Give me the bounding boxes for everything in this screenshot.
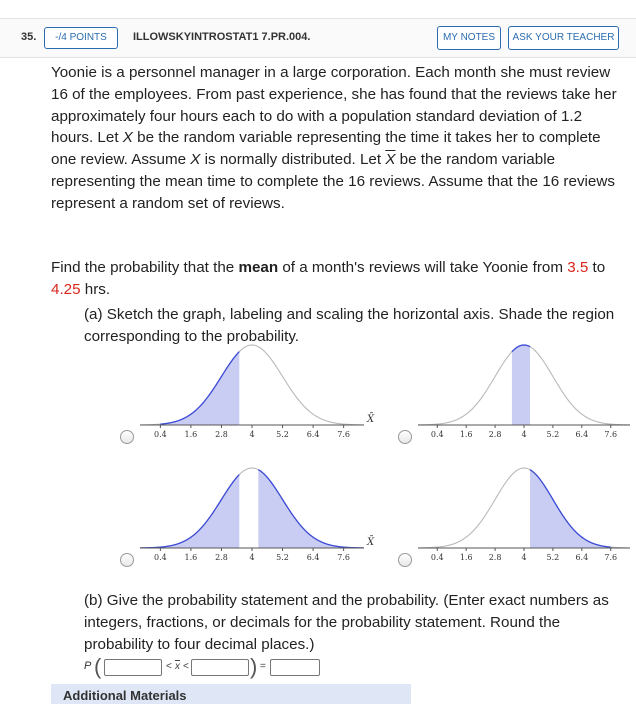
- axis-label: X̄: [367, 414, 375, 425]
- tick-label: 7.6: [604, 430, 618, 439]
- lower-bound: 3.5: [567, 259, 589, 276]
- find-statement: [51, 257, 621, 301]
- tick-label: 5.2: [276, 430, 289, 439]
- tick-label: 5.2: [276, 553, 289, 562]
- upper-bound-input[interactable]: [191, 659, 249, 676]
- question-number: 35.: [21, 31, 37, 43]
- part-a-text: (a) Sketch the graph, labeling and scaling the horizontal axis. Shade the region corresponding to the probability.: [84, 306, 615, 345]
- var-xbar: $\overline{X}$: [385, 151, 396, 169]
- my-notes-button[interactable]: MY NOTES: [437, 26, 501, 50]
- graph-left-tail: [140, 340, 380, 445]
- probability-answer-input[interactable]: [270, 659, 320, 676]
- question-header: [0, 18, 636, 58]
- var-x-2: X: [190, 151, 201, 169]
- additional-materials-header[interactable]: Additional Materials: [51, 684, 411, 704]
- xbar-symbol: $\overline{x}$: [175, 661, 180, 672]
- option-radio-middle[interactable]: [398, 430, 412, 444]
- tick-label: 6.4: [575, 553, 589, 562]
- close-paren: ): [250, 654, 258, 679]
- shaded-region-0: [140, 475, 239, 548]
- tick-label: 5.2: [546, 553, 560, 562]
- find-text-c: hrs.: [80, 280, 111, 298]
- tick-label: 1.6: [184, 430, 198, 439]
- find-bold: mean: [238, 259, 279, 276]
- find-text-a: Find the probability that the: [51, 259, 239, 276]
- tick-label: 4: [521, 553, 527, 562]
- probability-statement: [84, 654, 324, 679]
- tick-label: 7.6: [337, 430, 351, 439]
- var-x: X: [122, 129, 133, 147]
- tick-label: 1.6: [184, 553, 198, 562]
- part-b-text: (b) Give the probability statement and the probability. (Enter exact numbers as integers, fractions, or decimals for the probability statement. Round the probability to four decimal places.): [84, 592, 609, 653]
- normal-curve: [140, 468, 364, 548]
- upper-bound: 4.25: [51, 280, 81, 298]
- tick-label: 6.4: [306, 553, 320, 562]
- tick-label: 5.2: [546, 430, 560, 439]
- tick-label: 7.6: [337, 553, 351, 562]
- tick-label: 2.8: [488, 553, 502, 562]
- normal-curve: [418, 468, 630, 548]
- graph-two-tails: [140, 463, 380, 568]
- tick-label: 7.6: [604, 553, 618, 562]
- graph-right-tail: [418, 463, 630, 568]
- tick-label: 0.4: [153, 430, 167, 439]
- open-paren: (: [94, 654, 102, 679]
- intro-text-d: be the random variable representing the mean time to complete the 16 reviews. Assume that the 16 reviews represent a random set of reviews.: [51, 151, 615, 212]
- find-text-b: of a month's reviews will take Yoonie from: [278, 259, 568, 276]
- tick-label: 0.4: [153, 553, 167, 562]
- question-id: ILLOWSKYINTROSTAT1 7.PR.004.: [133, 31, 311, 43]
- tick-label: 4: [249, 553, 255, 562]
- lower-bound-input[interactable]: [104, 659, 162, 676]
- less-than-1: <: [166, 661, 172, 672]
- equals-sign: =: [260, 661, 266, 672]
- tick-label: 0.4: [430, 430, 444, 439]
- tick-label: 1.6: [459, 553, 473, 562]
- option-radio-left-tail[interactable]: [120, 430, 134, 444]
- ask-teacher-button[interactable]: ASK YOUR TEACHER: [508, 26, 619, 50]
- find-to: to: [588, 259, 606, 276]
- intro-text-a: Yoonie is a personnel manager in a large corporation. Each month she must review 16 of the employees. From past experience, she has found that the reviews take her approximately four hours each to do with a population standard deviation of 1.2 hours. Let: [51, 64, 617, 147]
- shaded-region-0: [160, 352, 239, 425]
- tick-label: 2.8: [488, 430, 502, 439]
- shaded-region-0: [512, 345, 530, 425]
- normal-curve: [140, 345, 364, 425]
- tick-label: 2.8: [215, 553, 228, 562]
- axis-label: X̄: [367, 537, 375, 548]
- tick-label: 2.8: [215, 430, 228, 439]
- tick-label: 1.6: [459, 430, 473, 439]
- less-than-2: <: [183, 661, 189, 672]
- intro-text-b: be the random variable representing the time it takes her to complete one review. Assume: [51, 129, 601, 169]
- tick-label: 4: [521, 430, 527, 439]
- option-radio-two-tails[interactable]: [120, 553, 134, 567]
- points-badge: -/4 POINTS: [44, 27, 118, 49]
- problem-statement: [51, 62, 621, 215]
- tick-label: 6.4: [306, 430, 320, 439]
- tick-label: 6.4: [575, 430, 589, 439]
- option-radio-right-tail[interactable]: [398, 553, 412, 567]
- intro-text-c: is normally distributed. Let: [200, 151, 386, 169]
- tick-label: 4: [249, 430, 255, 439]
- p-label: P: [84, 660, 92, 672]
- tick-label: 0.4: [430, 553, 444, 562]
- graph-middle: [418, 340, 630, 445]
